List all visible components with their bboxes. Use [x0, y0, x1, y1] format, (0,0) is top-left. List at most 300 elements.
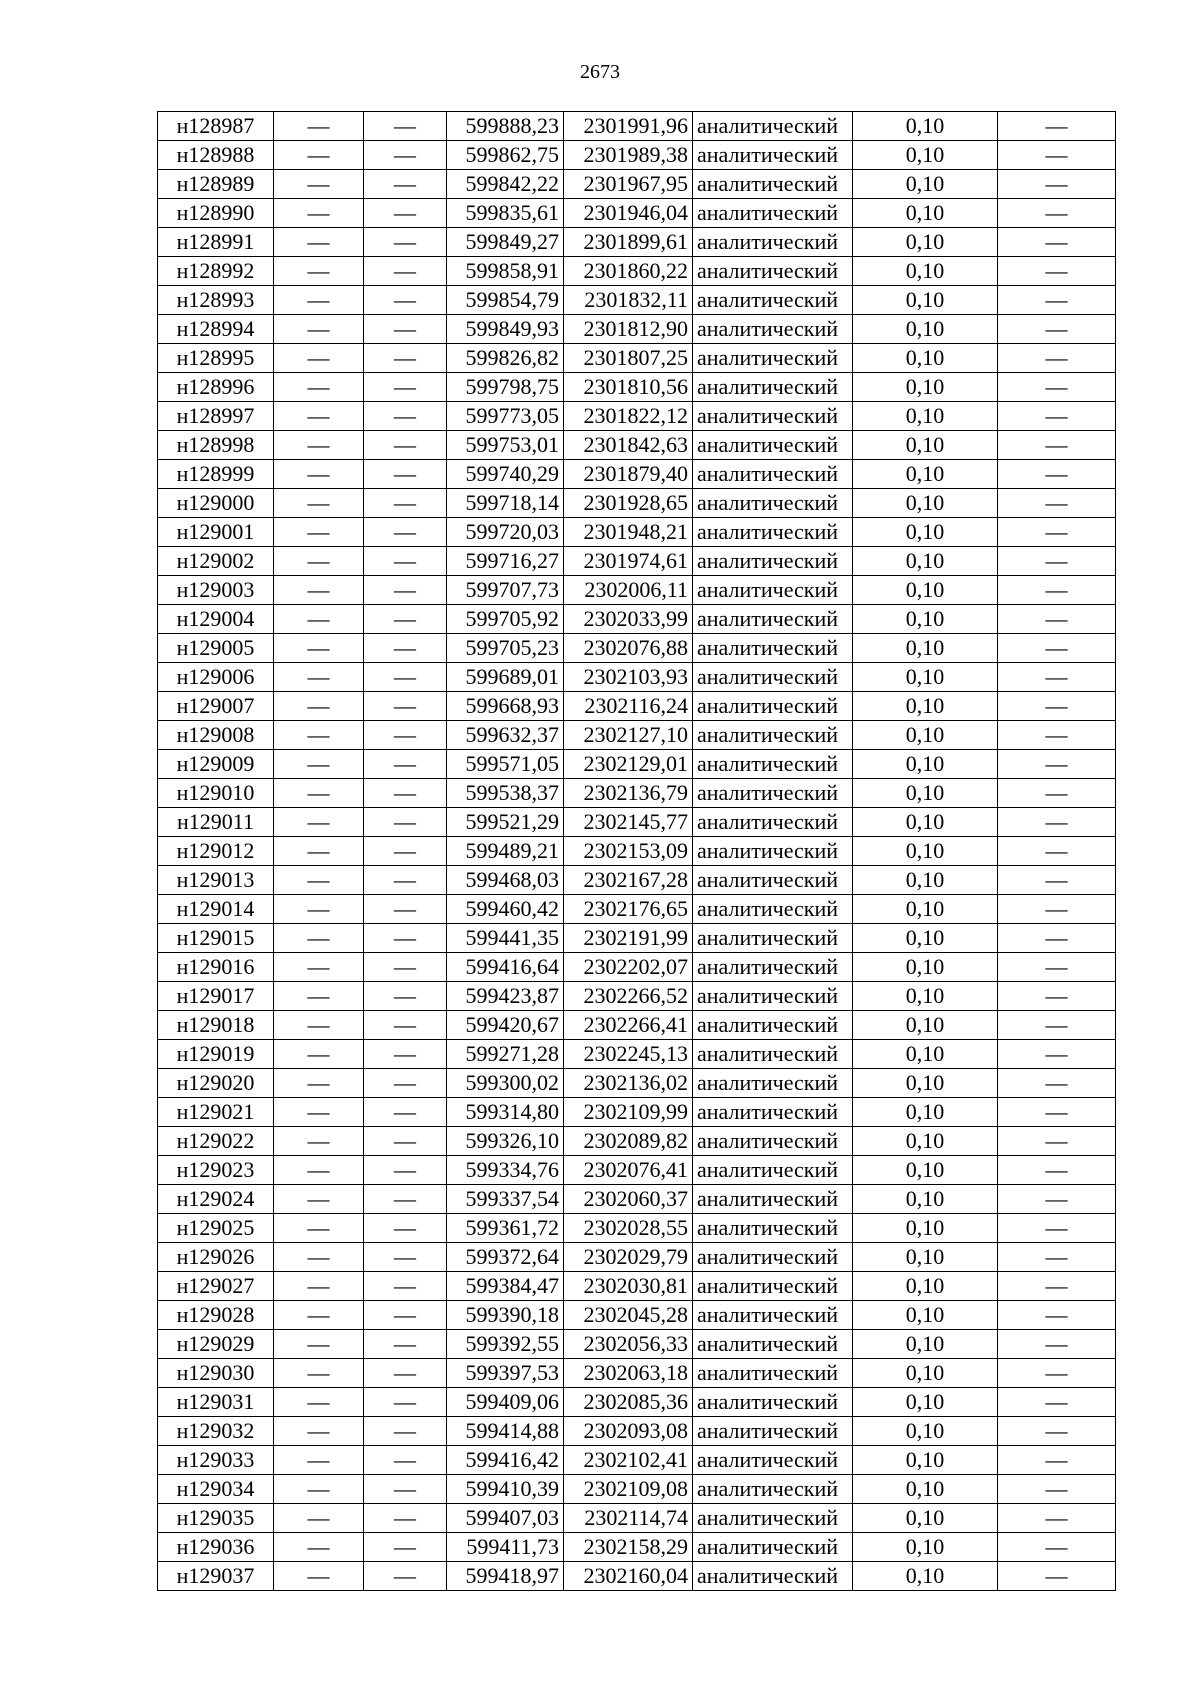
point-id-cell: н129011 — [158, 808, 274, 837]
description-cell: — — [998, 1127, 1116, 1156]
description-cell: — — [998, 402, 1116, 431]
table-row — [158, 547, 1116, 576]
table-row — [158, 692, 1116, 721]
old-x-cell: — — [274, 1446, 364, 1475]
y-coordinate-cell: 2302056,33 — [564, 1330, 693, 1359]
accuracy-cell: 0,10 — [853, 460, 998, 489]
y-coordinate-cell: 2302116,24 — [564, 692, 693, 721]
y-coordinate-cell: 2301991,96 — [564, 112, 693, 141]
method-cell: аналитический — [693, 924, 853, 953]
x-coordinate-cell: 599334,76 — [447, 1156, 564, 1185]
point-id-cell: н129034 — [158, 1475, 274, 1504]
old-y-cell: — — [364, 1330, 447, 1359]
old-y-cell: — — [364, 547, 447, 576]
description-cell: — — [998, 924, 1116, 953]
table-row — [158, 286, 1116, 315]
description-cell: — — [998, 1359, 1116, 1388]
description-cell: — — [998, 547, 1116, 576]
old-x-cell: — — [274, 605, 364, 634]
accuracy-cell: 0,10 — [853, 431, 998, 460]
old-y-cell: — — [364, 1069, 447, 1098]
old-y-cell: — — [364, 1040, 447, 1069]
method-cell: аналитический — [693, 1388, 853, 1417]
accuracy-cell: 0,10 — [853, 1330, 998, 1359]
y-coordinate-cell: 2302033,99 — [564, 605, 693, 634]
table-row — [158, 1388, 1116, 1417]
old-x-cell: — — [274, 692, 364, 721]
table-row — [158, 460, 1116, 489]
x-coordinate-cell: 599384,47 — [447, 1272, 564, 1301]
table-row — [158, 605, 1116, 634]
description-cell: — — [998, 721, 1116, 750]
method-cell: аналитический — [693, 1011, 853, 1040]
old-x-cell: — — [274, 982, 364, 1011]
description-cell: — — [998, 257, 1116, 286]
x-coordinate-cell: 599489,21 — [447, 837, 564, 866]
x-coordinate-cell: 599326,10 — [447, 1127, 564, 1156]
x-coordinate-cell: 599414,88 — [447, 1417, 564, 1446]
old-x-cell: — — [274, 1504, 364, 1533]
description-cell: — — [998, 605, 1116, 634]
accuracy-cell: 0,10 — [853, 895, 998, 924]
old-x-cell: — — [274, 199, 364, 228]
method-cell: аналитический — [693, 112, 853, 141]
accuracy-cell: 0,10 — [853, 1069, 998, 1098]
point-id-cell: н129033 — [158, 1446, 274, 1475]
description-cell: — — [998, 576, 1116, 605]
old-x-cell: — — [274, 315, 364, 344]
x-coordinate-cell: 599460,42 — [447, 895, 564, 924]
method-cell: аналитический — [693, 431, 853, 460]
point-id-cell: н129004 — [158, 605, 274, 634]
table-row — [158, 1330, 1116, 1359]
x-coordinate-cell: 599571,05 — [447, 750, 564, 779]
y-coordinate-cell: 2301822,12 — [564, 402, 693, 431]
x-coordinate-cell: 599740,29 — [447, 460, 564, 489]
old-y-cell: — — [364, 1446, 447, 1475]
description-cell: — — [998, 634, 1116, 663]
point-id-cell: н128987 — [158, 112, 274, 141]
point-id-cell: н128993 — [158, 286, 274, 315]
point-id-cell: н129024 — [158, 1185, 274, 1214]
y-coordinate-cell: 2302006,11 — [564, 576, 693, 605]
table-row — [158, 837, 1116, 866]
y-coordinate-cell: 2301974,61 — [564, 547, 693, 576]
description-cell: — — [998, 808, 1116, 837]
y-coordinate-cell: 2302158,29 — [564, 1533, 693, 1562]
point-id-cell: н128994 — [158, 315, 274, 344]
table-row — [158, 431, 1116, 460]
x-coordinate-cell: 599849,27 — [447, 228, 564, 257]
x-coordinate-cell: 599718,14 — [447, 489, 564, 518]
point-id-cell: н129019 — [158, 1040, 274, 1069]
accuracy-cell: 0,10 — [853, 605, 998, 634]
description-cell: — — [998, 1330, 1116, 1359]
y-coordinate-cell: 2302153,09 — [564, 837, 693, 866]
x-coordinate-cell: 599842,22 — [447, 170, 564, 199]
table-row — [158, 779, 1116, 808]
point-id-cell: н129005 — [158, 634, 274, 663]
old-y-cell: — — [364, 953, 447, 982]
table-row — [158, 1359, 1116, 1388]
table-row — [158, 808, 1116, 837]
old-x-cell: — — [274, 866, 364, 895]
point-id-cell: н128988 — [158, 141, 274, 170]
old-y-cell: — — [364, 1562, 447, 1591]
table-row — [158, 1127, 1116, 1156]
old-x-cell: — — [274, 112, 364, 141]
old-x-cell: — — [274, 779, 364, 808]
table-row — [158, 1214, 1116, 1243]
point-id-cell: н129022 — [158, 1127, 274, 1156]
x-coordinate-cell: 599716,27 — [447, 547, 564, 576]
y-coordinate-cell: 2302103,93 — [564, 663, 693, 692]
x-coordinate-cell: 599441,35 — [447, 924, 564, 953]
x-coordinate-cell: 599407,03 — [447, 1504, 564, 1533]
old-y-cell: — — [364, 489, 447, 518]
table-row — [158, 1446, 1116, 1475]
old-y-cell: — — [364, 1388, 447, 1417]
table-row — [158, 663, 1116, 692]
table-row — [158, 866, 1116, 895]
x-coordinate-cell: 599468,03 — [447, 866, 564, 895]
accuracy-cell: 0,10 — [853, 112, 998, 141]
method-cell: аналитический — [693, 460, 853, 489]
description-cell: — — [998, 1388, 1116, 1417]
x-coordinate-cell: 599798,75 — [447, 373, 564, 402]
accuracy-cell: 0,10 — [853, 1388, 998, 1417]
old-y-cell: — — [364, 141, 447, 170]
point-id-cell: н129026 — [158, 1243, 274, 1272]
point-id-cell: н129031 — [158, 1388, 274, 1417]
description-cell: — — [998, 663, 1116, 692]
point-id-cell: н129025 — [158, 1214, 274, 1243]
description-cell: — — [998, 141, 1116, 170]
y-coordinate-cell: 2301967,95 — [564, 170, 693, 199]
point-id-cell: н129006 — [158, 663, 274, 692]
coordinates-table-body — [158, 112, 1116, 1591]
method-cell: аналитический — [693, 1417, 853, 1446]
y-coordinate-cell: 2302266,41 — [564, 1011, 693, 1040]
x-coordinate-cell: 599423,87 — [447, 982, 564, 1011]
x-coordinate-cell: 599689,01 — [447, 663, 564, 692]
old-y-cell: — — [364, 344, 447, 373]
y-coordinate-cell: 2301812,90 — [564, 315, 693, 344]
description-cell: — — [998, 1069, 1116, 1098]
accuracy-cell: 0,10 — [853, 141, 998, 170]
old-x-cell: — — [274, 1533, 364, 1562]
description-cell: — — [998, 1417, 1116, 1446]
old-x-cell: — — [274, 170, 364, 199]
table-row — [158, 1475, 1116, 1504]
method-cell: аналитический — [693, 1475, 853, 1504]
old-y-cell: — — [364, 1272, 447, 1301]
accuracy-cell: 0,10 — [853, 1533, 998, 1562]
y-coordinate-cell: 2301842,63 — [564, 431, 693, 460]
accuracy-cell: 0,10 — [853, 837, 998, 866]
old-y-cell: — — [364, 692, 447, 721]
accuracy-cell: 0,10 — [853, 286, 998, 315]
x-coordinate-cell: 599705,92 — [447, 605, 564, 634]
old-y-cell: — — [364, 460, 447, 489]
old-y-cell: — — [364, 866, 447, 895]
accuracy-cell: 0,10 — [853, 750, 998, 779]
method-cell: аналитический — [693, 373, 853, 402]
x-coordinate-cell: 599314,80 — [447, 1098, 564, 1127]
old-x-cell: — — [274, 721, 364, 750]
table-row — [158, 634, 1116, 663]
table-row — [158, 489, 1116, 518]
old-x-cell: — — [274, 518, 364, 547]
y-coordinate-cell: 2302245,13 — [564, 1040, 693, 1069]
old-y-cell: — — [364, 1417, 447, 1446]
table-row — [158, 576, 1116, 605]
old-x-cell: — — [274, 1011, 364, 1040]
x-coordinate-cell: 599521,29 — [447, 808, 564, 837]
description-cell: — — [998, 489, 1116, 518]
table-row — [158, 1011, 1116, 1040]
point-id-cell: н129000 — [158, 489, 274, 518]
point-id-cell: н128992 — [158, 257, 274, 286]
y-coordinate-cell: 2302145,77 — [564, 808, 693, 837]
accuracy-cell: 0,10 — [853, 344, 998, 373]
x-coordinate-cell: 599888,23 — [447, 112, 564, 141]
point-id-cell: н129028 — [158, 1301, 274, 1330]
old-y-cell: — — [364, 315, 447, 344]
method-cell: аналитический — [693, 895, 853, 924]
old-y-cell: — — [364, 170, 447, 199]
point-id-cell: н128991 — [158, 228, 274, 257]
old-x-cell: — — [274, 373, 364, 402]
old-y-cell: — — [364, 895, 447, 924]
old-y-cell: — — [364, 576, 447, 605]
y-coordinate-cell: 2301860,22 — [564, 257, 693, 286]
description-cell: — — [998, 1562, 1116, 1591]
accuracy-cell: 0,10 — [853, 1098, 998, 1127]
description-cell: — — [998, 895, 1116, 924]
point-id-cell: н128997 — [158, 402, 274, 431]
table-row — [158, 924, 1116, 953]
method-cell: аналитический — [693, 982, 853, 1011]
table-row — [158, 1562, 1116, 1591]
table-row — [158, 982, 1116, 1011]
point-id-cell: н128998 — [158, 431, 274, 460]
description-cell: — — [998, 1533, 1116, 1562]
description-cell: — — [998, 431, 1116, 460]
old-x-cell: — — [274, 1040, 364, 1069]
old-x-cell: — — [274, 460, 364, 489]
old-x-cell: — — [274, 1359, 364, 1388]
description-cell: — — [998, 1446, 1116, 1475]
description-cell: — — [998, 1156, 1116, 1185]
accuracy-cell: 0,10 — [853, 1214, 998, 1243]
y-coordinate-cell: 2301989,38 — [564, 141, 693, 170]
x-coordinate-cell: 599392,55 — [447, 1330, 564, 1359]
old-y-cell: — — [364, 1243, 447, 1272]
method-cell: аналитический — [693, 1243, 853, 1272]
description-cell: — — [998, 373, 1116, 402]
y-coordinate-cell: 2302045,28 — [564, 1301, 693, 1330]
x-coordinate-cell: 599416,64 — [447, 953, 564, 982]
point-id-cell: н129014 — [158, 895, 274, 924]
table-row — [158, 1156, 1116, 1185]
method-cell: аналитический — [693, 1040, 853, 1069]
table-row — [158, 228, 1116, 257]
accuracy-cell: 0,10 — [853, 1504, 998, 1533]
description-cell: — — [998, 170, 1116, 199]
old-x-cell: — — [274, 547, 364, 576]
x-coordinate-cell: 599410,39 — [447, 1475, 564, 1504]
x-coordinate-cell: 599773,05 — [447, 402, 564, 431]
point-id-cell: н129035 — [158, 1504, 274, 1533]
method-cell: аналитический — [693, 199, 853, 228]
old-x-cell: — — [274, 1388, 364, 1417]
method-cell: аналитический — [693, 547, 853, 576]
old-y-cell: — — [364, 1098, 447, 1127]
coordinates-table — [157, 111, 1116, 1591]
old-x-cell: — — [274, 953, 364, 982]
old-x-cell: — — [274, 1562, 364, 1591]
point-id-cell: н128990 — [158, 199, 274, 228]
table-row — [158, 199, 1116, 228]
y-coordinate-cell: 2302266,52 — [564, 982, 693, 1011]
method-cell: аналитический — [693, 141, 853, 170]
old-y-cell: — — [364, 982, 447, 1011]
description-cell: — — [998, 1040, 1116, 1069]
accuracy-cell: 0,10 — [853, 170, 998, 199]
point-id-cell: н129001 — [158, 518, 274, 547]
point-id-cell: н129021 — [158, 1098, 274, 1127]
x-coordinate-cell: 599416,42 — [447, 1446, 564, 1475]
old-x-cell: — — [274, 344, 364, 373]
method-cell: аналитический — [693, 808, 853, 837]
description-cell: — — [998, 982, 1116, 1011]
old-y-cell: — — [364, 257, 447, 286]
point-id-cell: н129036 — [158, 1533, 274, 1562]
old-y-cell: — — [364, 1533, 447, 1562]
table-row — [158, 141, 1116, 170]
old-x-cell: — — [274, 576, 364, 605]
description-cell: — — [998, 286, 1116, 315]
old-x-cell: — — [274, 402, 364, 431]
description-cell: — — [998, 692, 1116, 721]
method-cell: аналитический — [693, 1272, 853, 1301]
old-x-cell: — — [274, 1069, 364, 1098]
old-x-cell: — — [274, 228, 364, 257]
accuracy-cell: 0,10 — [853, 576, 998, 605]
description-cell: — — [998, 460, 1116, 489]
accuracy-cell: 0,10 — [853, 547, 998, 576]
table-row — [158, 315, 1116, 344]
table-row — [158, 1185, 1116, 1214]
old-y-cell: — — [364, 518, 447, 547]
old-x-cell: — — [274, 1301, 364, 1330]
old-y-cell: — — [364, 808, 447, 837]
method-cell: аналитический — [693, 1330, 853, 1359]
description-cell: — — [998, 1214, 1116, 1243]
old-y-cell: — — [364, 1359, 447, 1388]
old-x-cell: — — [274, 663, 364, 692]
description-cell: — — [998, 1475, 1116, 1504]
accuracy-cell: 0,10 — [853, 1301, 998, 1330]
point-id-cell: н129037 — [158, 1562, 274, 1591]
y-coordinate-cell: 2302063,18 — [564, 1359, 693, 1388]
old-y-cell: — — [364, 634, 447, 663]
y-coordinate-cell: 2301879,40 — [564, 460, 693, 489]
old-y-cell: — — [364, 1011, 447, 1040]
table-row — [158, 402, 1116, 431]
description-cell: — — [998, 112, 1116, 141]
accuracy-cell: 0,10 — [853, 1475, 998, 1504]
old-y-cell: — — [364, 605, 447, 634]
old-y-cell: — — [364, 721, 447, 750]
old-x-cell: — — [274, 1475, 364, 1504]
old-x-cell: — — [274, 1330, 364, 1359]
method-cell: аналитический — [693, 1214, 853, 1243]
old-y-cell: — — [364, 1214, 447, 1243]
table-row — [158, 518, 1116, 547]
old-x-cell: — — [274, 1127, 364, 1156]
y-coordinate-cell: 2301946,04 — [564, 199, 693, 228]
x-coordinate-cell: 599420,67 — [447, 1011, 564, 1040]
x-coordinate-cell: 599835,61 — [447, 199, 564, 228]
accuracy-cell: 0,10 — [853, 1156, 998, 1185]
point-id-cell: н129015 — [158, 924, 274, 953]
accuracy-cell: 0,10 — [853, 1243, 998, 1272]
method-cell: аналитический — [693, 953, 853, 982]
method-cell: аналитический — [693, 518, 853, 547]
y-coordinate-cell: 2302127,10 — [564, 721, 693, 750]
method-cell: аналитический — [693, 605, 853, 634]
table-row — [158, 1272, 1116, 1301]
y-coordinate-cell: 2302176,65 — [564, 895, 693, 924]
old-x-cell: — — [274, 924, 364, 953]
table-row — [158, 1301, 1116, 1330]
x-coordinate-cell: 599372,64 — [447, 1243, 564, 1272]
old-x-cell: — — [274, 895, 364, 924]
accuracy-cell: 0,10 — [853, 1359, 998, 1388]
description-cell: — — [998, 344, 1116, 373]
accuracy-cell: 0,10 — [853, 402, 998, 431]
x-coordinate-cell: 599826,82 — [447, 344, 564, 373]
method-cell: аналитический — [693, 1446, 853, 1475]
description-cell: — — [998, 1504, 1116, 1533]
old-y-cell: — — [364, 1127, 447, 1156]
table-row — [158, 112, 1116, 141]
old-x-cell: — — [274, 431, 364, 460]
y-coordinate-cell: 2302028,55 — [564, 1214, 693, 1243]
method-cell: аналитический — [693, 692, 853, 721]
y-coordinate-cell: 2302202,07 — [564, 953, 693, 982]
old-x-cell: — — [274, 1214, 364, 1243]
description-cell: — — [998, 866, 1116, 895]
table-row — [158, 1069, 1116, 1098]
accuracy-cell: 0,10 — [853, 953, 998, 982]
old-y-cell: — — [364, 1475, 447, 1504]
old-y-cell: — — [364, 199, 447, 228]
table-row — [158, 1098, 1116, 1127]
accuracy-cell: 0,10 — [853, 721, 998, 750]
point-id-cell: н129008 — [158, 721, 274, 750]
accuracy-cell: 0,10 — [853, 1272, 998, 1301]
accuracy-cell: 0,10 — [853, 373, 998, 402]
description-cell: — — [998, 1301, 1116, 1330]
table-row — [158, 750, 1116, 779]
method-cell: аналитический — [693, 228, 853, 257]
description-cell: — — [998, 228, 1116, 257]
x-coordinate-cell: 599753,01 — [447, 431, 564, 460]
method-cell: аналитический — [693, 344, 853, 373]
